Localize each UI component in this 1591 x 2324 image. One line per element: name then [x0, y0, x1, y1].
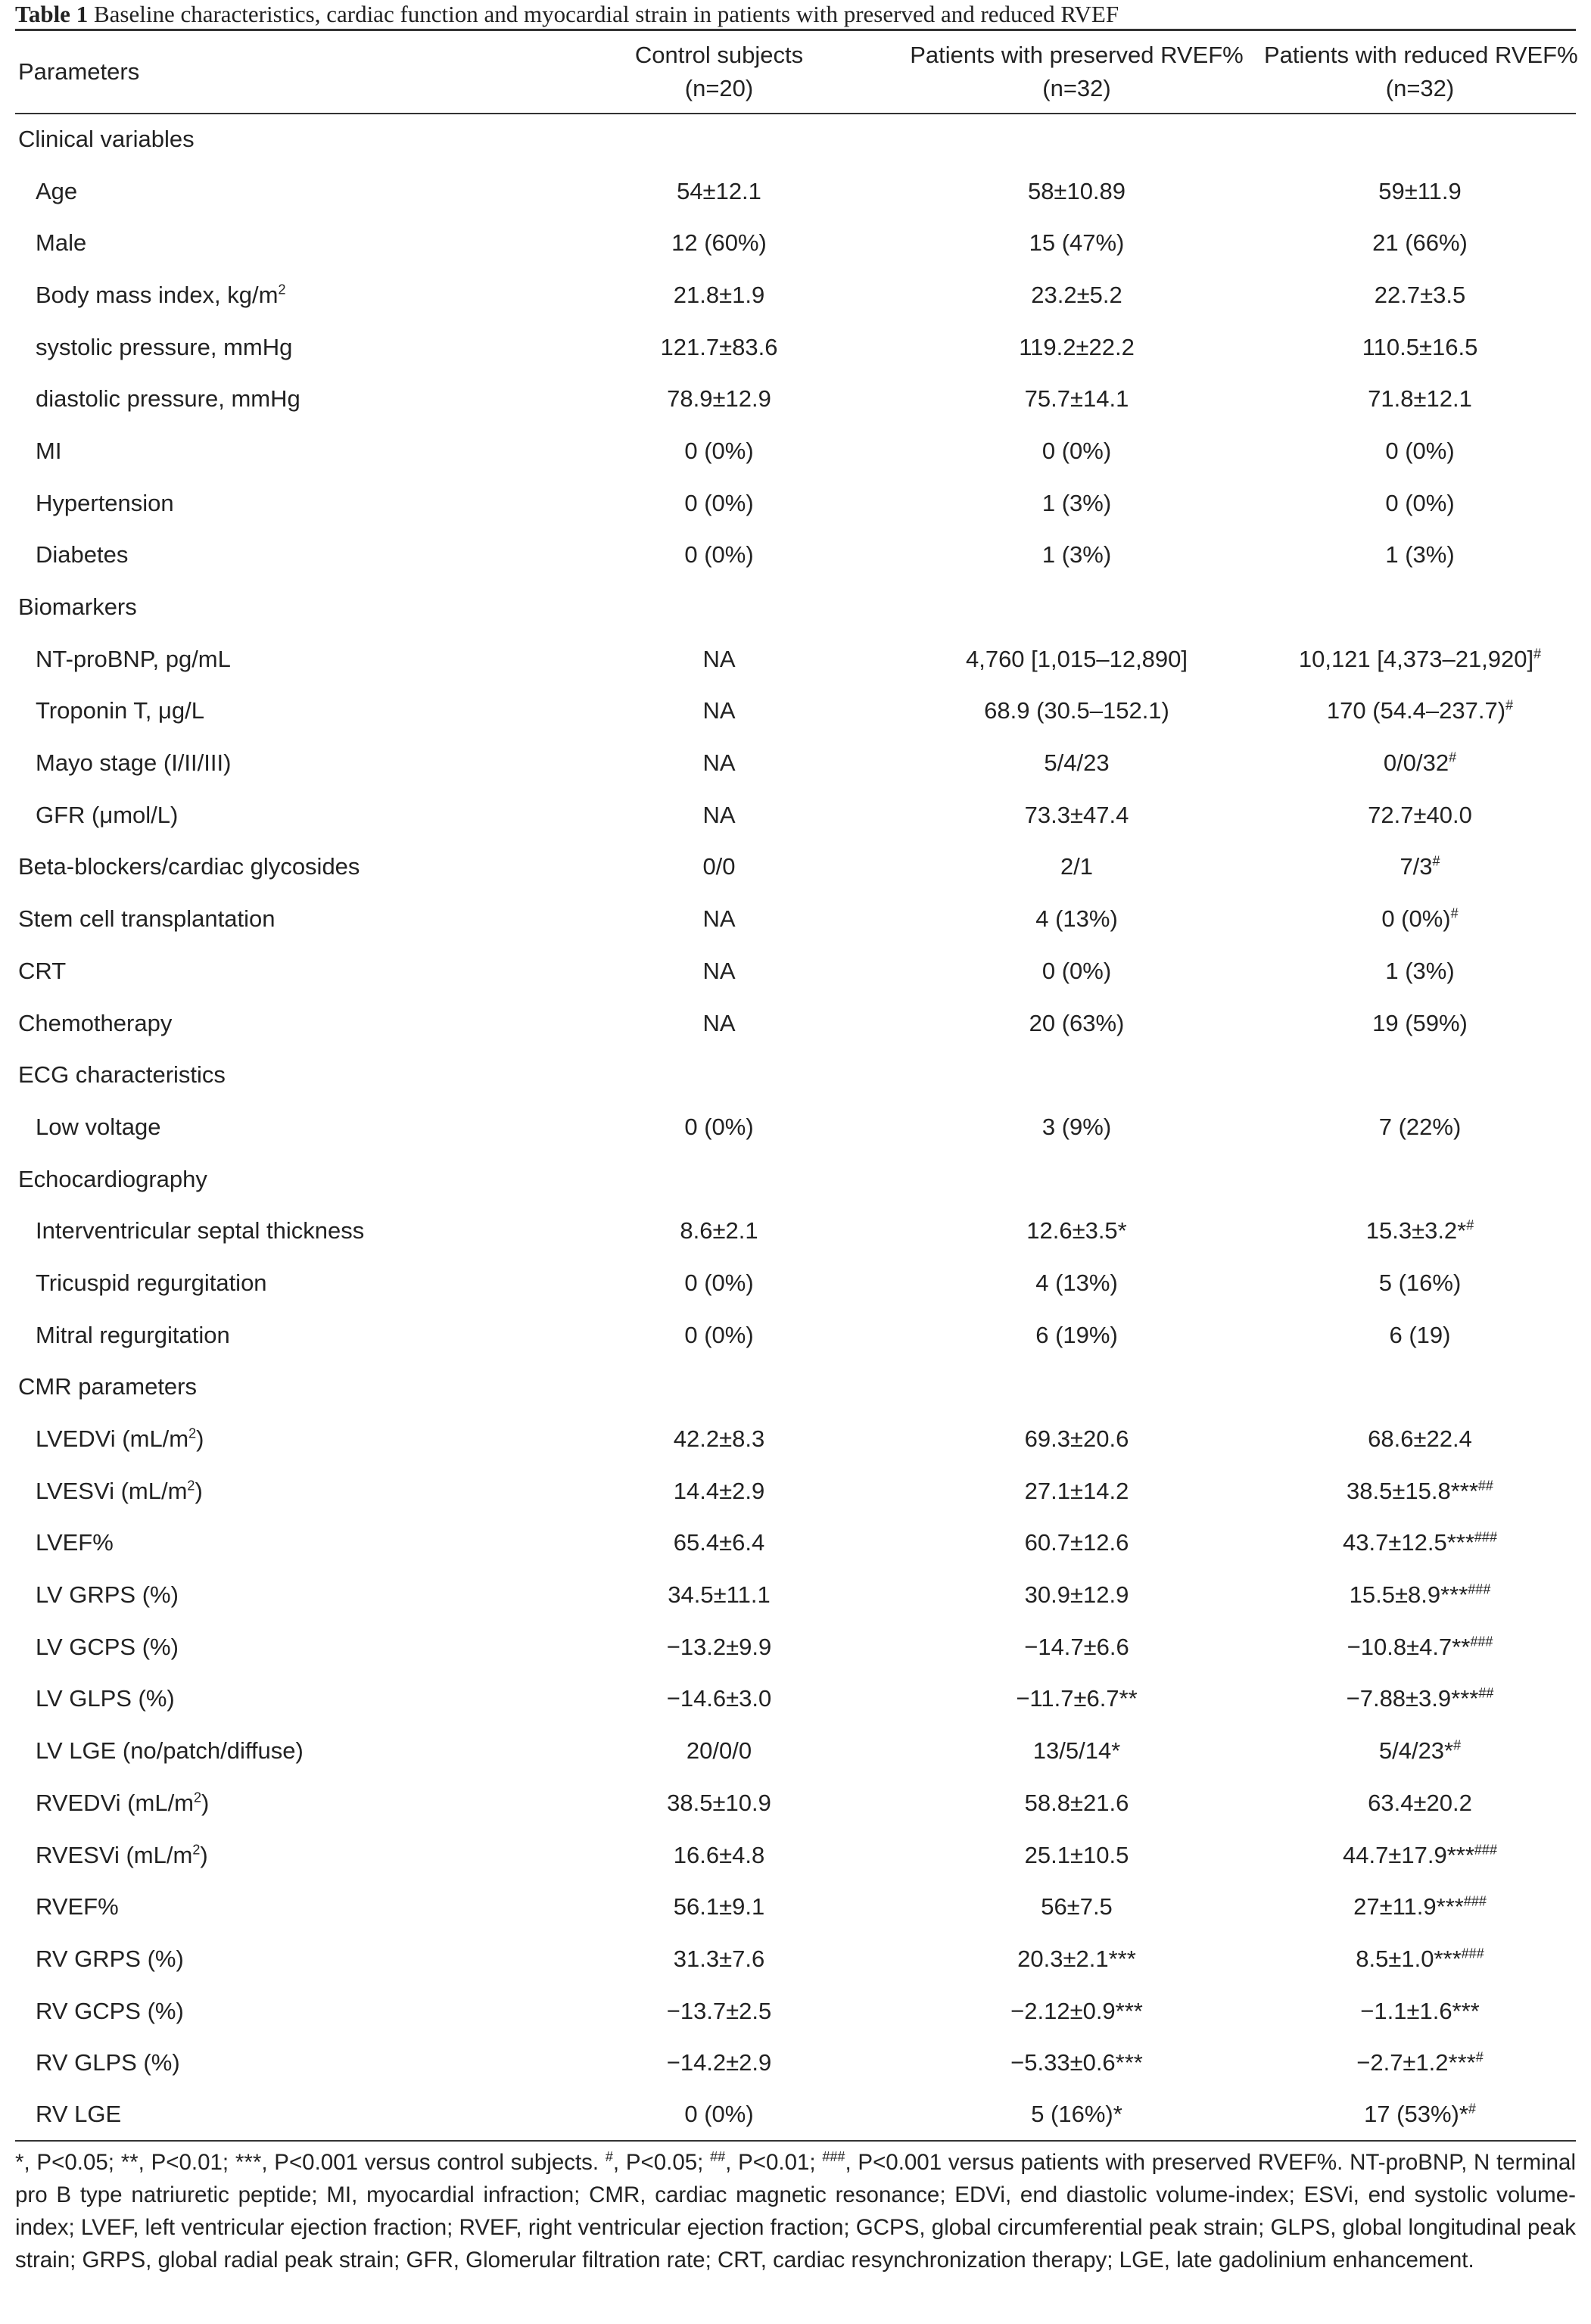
cell-parameter: systolic pressure, mmHg [36, 333, 293, 360]
cell-preserved: 4,760 [1,015–12,890] [965, 645, 1188, 672]
cell-parameter: Beta-blockers/cardiac glycosides [18, 853, 360, 880]
cell-parameter: Diabetes [36, 541, 129, 569]
cell-reduced [1264, 1049, 1576, 1101]
cell-parameter: Male [36, 229, 87, 257]
cell-reduced: 170 (54.4–237.7)# [1326, 697, 1514, 724]
cell-preserved [889, 581, 1264, 634]
table-row [15, 165, 1576, 217]
cell-control: 56.1±9.1 [673, 1893, 765, 1921]
cell-preserved: 27.1±14.2 [1024, 1477, 1129, 1504]
cell-control: 0 (0%) [684, 1113, 754, 1140]
cell-parameter: RV GRPS (%) [36, 1945, 184, 1972]
table-row [15, 1985, 1576, 2037]
cell-control: NA [702, 697, 736, 724]
table-row [15, 1933, 1576, 1986]
cell-control [549, 114, 889, 166]
cell-parameter: Echocardiography [18, 1165, 207, 1192]
cell-preserved [889, 1049, 1264, 1101]
table-row [15, 1361, 1576, 1413]
cell-preserved: 5/4/23 [1044, 749, 1110, 777]
table-row [15, 737, 1576, 790]
header-reduced-rvef: Patients with reduced RVEF% (n=32) [1264, 30, 1576, 114]
cell-reduced: 19 (59%) [1372, 1009, 1468, 1036]
cell-parameter: LVEDVi $(mL/m^2)$ [36, 1425, 204, 1453]
superscript: ## [1478, 1686, 1494, 1702]
table-row [15, 581, 1576, 634]
cell-parameter: RVEDVi $(mL/m^2)$ [36, 1789, 210, 1816]
cell-preserved: 56±7.5 [1041, 1893, 1113, 1921]
table-row [15, 2089, 1576, 2142]
table-row [15, 1153, 1576, 1205]
superscript: ### [1463, 1893, 1487, 1909]
cell-reduced: 38.5±15.8***## [1347, 1477, 1493, 1504]
table-row [15, 114, 1576, 166]
cell-preserved: −11.7±6.7** [1016, 1685, 1138, 1712]
cell-control: NA [702, 801, 736, 828]
table-row [15, 1101, 1576, 1154]
table-row [15, 893, 1576, 945]
cell-reduced: 110.5±16.5 [1362, 333, 1478, 360]
cell-parameter: Body mass index, $kg/m^2$ [36, 281, 286, 308]
superscript: ### [1474, 1530, 1497, 1546]
cell-control: 0/0 [702, 853, 736, 880]
header-preserved-rvef: Patients with preserved RVEF% (n=32) [889, 30, 1264, 114]
superscript: # [1533, 646, 1542, 662]
superscript: # [1449, 749, 1457, 765]
cell-preserved: −14.7±6.6 [1024, 1633, 1129, 1660]
cell-control: −14.2±2.9 [666, 2049, 772, 2076]
cell-reduced [1264, 1153, 1576, 1205]
cell-parameter: Interventricular septal thickness [36, 1217, 365, 1245]
table-caption [15, 0, 1576, 29]
cell-control: 65.4±6.4 [673, 1529, 765, 1556]
cell-reduced: −7.88±3.9***## [1346, 1685, 1494, 1712]
cell-control: −13.2±9.9 [666, 1633, 772, 1660]
cell-parameter: Stem cell transplantation [18, 905, 276, 933]
table-caption-text: Baseline characteristics, cardiac function and myocardial strain in patients with preserved and reduced RVEF [93, 1, 1119, 27]
cell-preserved: 23.2±5.2 [1031, 281, 1122, 308]
cell-reduced: 72.7±40.0 [1368, 801, 1472, 828]
cell-preserved: 20.3±2.1*** [1017, 1945, 1136, 1972]
cell-preserved: 69.3±20.6 [1024, 1425, 1129, 1453]
cell-parameter: RV LGE [15, 2089, 549, 2142]
cell-preserved: 68.9 (30.5–152.1) [984, 697, 1169, 724]
cell-preserved: 6 (19%) [1035, 1321, 1118, 1348]
cell-preserved: 4 (13%) [1035, 905, 1118, 933]
cell-control: 0 (0%) [684, 1321, 754, 1348]
cell-preserved: 60.7±12.6 [1024, 1529, 1129, 1556]
table-row [15, 1621, 1576, 1673]
table-row [15, 1049, 1576, 1101]
superscript: 2 [187, 1478, 195, 1494]
cell-control: 34.5±11.1 [668, 1581, 771, 1609]
cell-parameter: Chemotherapy [18, 1009, 173, 1036]
cell-reduced: 8.5±1.0***### [1356, 1945, 1484, 1972]
cell-reduced: 63.4±20.2 [1368, 1789, 1472, 1816]
superscript: 2 [192, 1842, 201, 1858]
table-row [15, 477, 1576, 529]
cell-reduced: 68.6±22.4 [1368, 1425, 1472, 1453]
cell-control: −14.6±3.0 [666, 1685, 772, 1712]
table-row [15, 685, 1576, 737]
cell-control: 20/0/0 [686, 1737, 752, 1765]
superscript: # [1450, 905, 1459, 921]
superscript: ### [1461, 1945, 1484, 1961]
cell-control: NA [702, 1009, 736, 1036]
cell-control: −13.7±2.5 [666, 1997, 772, 2024]
cell-control: 21.8±1.9 [673, 281, 765, 308]
table-row [15, 1829, 1576, 1881]
table-row [15, 217, 1576, 269]
table-label: Table 1 [15, 1, 89, 27]
cell-preserved: 15 (47%) [1029, 229, 1125, 257]
cell-control: NA [702, 957, 736, 984]
superscript: # [1453, 1737, 1462, 1753]
cell-parameter: MI [36, 437, 62, 464]
cell-preserved: −2.12±0.9*** [1010, 1997, 1143, 2024]
cell-preserved: 58.8±21.6 [1024, 1789, 1129, 1816]
cell-control: 121.7±83.6 [660, 333, 778, 360]
cell-control: 0 (0%) [684, 437, 754, 464]
superscript: # [1432, 854, 1440, 870]
cell-preserved: 2/1 [1060, 853, 1094, 880]
cell-control [549, 1361, 889, 1413]
cell-reduced: 15.5±8.9***### [1349, 1581, 1491, 1609]
cell-reduced: −10.8±4.7**### [1347, 1633, 1493, 1660]
cell-reduced: 59±11.9 [1378, 177, 1462, 204]
table-row [15, 1673, 1576, 1725]
superscript: 2 [194, 1790, 202, 1805]
cell-preserved: 1 (3%) [1041, 541, 1112, 569]
cell-control: 16.6±4.8 [673, 1841, 765, 1868]
cell-parameter: GFR (μmol/L) [36, 801, 179, 828]
superscript: # [1468, 2101, 1476, 2117]
cell-parameter: RV GCPS (%) [36, 1997, 184, 2024]
table-row [15, 1413, 1576, 1466]
cell-reduced: 7 (22%) [1378, 1113, 1462, 1140]
cell-reduced: 0/0/32# [1383, 749, 1457, 777]
cell-reduced: 17 (53%)*# [1264, 2089, 1576, 2142]
cell-parameter: LVESVi $(mL/m^2)$ [36, 1477, 203, 1504]
cell-control: 8.6±2.1 [680, 1217, 758, 1245]
cell-control: NA [702, 645, 736, 672]
cell-reduced: −2.7±1.2***# [1356, 2049, 1484, 2076]
table-row [15, 1257, 1576, 1310]
cell-reduced: 1 (3%) [1385, 541, 1455, 569]
cell-preserved: 4 (13%) [1035, 1269, 1118, 1296]
cell-reduced: 5 (16%) [1378, 1269, 1462, 1296]
superscript: ### [1474, 1842, 1497, 1858]
cell-parameter: LV LGE (no/patch/diffuse) [36, 1737, 304, 1765]
cell-parameter: Low voltage [36, 1113, 161, 1140]
cell-preserved [889, 1361, 1264, 1413]
cell-parameter: Mitral regurgitation [36, 1321, 230, 1348]
cell-parameter: LV GLPS (%) [36, 1685, 175, 1712]
superscript: ### [1468, 1581, 1491, 1597]
cell-parameter: Clinical variables [18, 126, 195, 153]
table-row [15, 1309, 1576, 1361]
cell-control: 0 (0%) [684, 1269, 754, 1296]
cell-preserved: 58±10.89 [1027, 177, 1126, 204]
cell-reduced: 43.7±12.5***### [1343, 1529, 1497, 1556]
cell-control [549, 581, 889, 634]
cell-control: NA [702, 905, 736, 933]
cell-control: 42.2±8.3 [673, 1425, 765, 1453]
cell-reduced: 0 (0%)# [1381, 905, 1459, 933]
table-row [15, 2037, 1576, 2089]
cell-control: 0 (0%) [684, 541, 754, 569]
table-row [15, 529, 1576, 581]
cell-parameter: CRT [18, 957, 67, 984]
cell-reduced: 7/3# [1400, 853, 1440, 880]
cell-parameter: NT-proBNP, pg/mL [36, 645, 231, 672]
cell-control: 78.9±12.9 [667, 385, 771, 413]
cell-preserved: 5 (16%)* [889, 2089, 1264, 2142]
superscript: # [1466, 1217, 1474, 1233]
cell-reduced: 44.7±17.9***### [1343, 1841, 1497, 1868]
cell-control: 12 (60%) [671, 229, 767, 257]
cell-reduced: 0 (0%) [1385, 489, 1455, 516]
cell-reduced [1264, 1361, 1576, 1413]
cell-reduced: 15.3±3.2*# [1365, 1217, 1474, 1245]
table-row [15, 789, 1576, 841]
header-control-subjects: Control subjects (n=20) [549, 30, 889, 114]
table-row [15, 1569, 1576, 1622]
cell-reduced: −1.1±1.6*** [1360, 1997, 1480, 2024]
cell-preserved [889, 1153, 1264, 1205]
cell-parameter: Hypertension [36, 489, 174, 516]
table-row [15, 269, 1576, 322]
cell-reduced: 6 (19) [1389, 1321, 1451, 1348]
superscript: # [1505, 698, 1514, 714]
cell-reduced [1264, 581, 1576, 634]
table-row [15, 1725, 1576, 1777]
superscript: ## [1477, 1478, 1493, 1494]
cell-preserved: 3 (9%) [1041, 1113, 1112, 1140]
cell-parameter: Tricuspid regurgitation [36, 1269, 267, 1296]
cell-parameter: Biomarkers [18, 593, 137, 621]
cell-parameter: LV GCPS (%) [36, 1633, 179, 1660]
cell-preserved: −5.33±0.6*** [1010, 2049, 1143, 2076]
superscript: # [1475, 2049, 1484, 2065]
header-parameters: Parameters [15, 30, 549, 114]
cell-control [549, 1153, 889, 1205]
cell-control [549, 1049, 889, 1101]
cell-preserved: 30.9±12.9 [1024, 1581, 1129, 1609]
cell-preserved: 1 (3%) [1041, 489, 1112, 516]
cell-reduced: 0 (0%) [1385, 437, 1455, 464]
cell-control: 0 (0%) [684, 489, 754, 516]
table-row [15, 945, 1576, 998]
header-row [15, 30, 1576, 114]
cell-parameter: RV GLPS (%) [36, 2049, 180, 2076]
table-row [15, 1517, 1576, 1569]
table-row [15, 841, 1576, 893]
table-row [15, 373, 1576, 425]
cell-parameter: diastolic pressure, mmHg [36, 385, 300, 413]
cell-control: 38.5±10.9 [667, 1789, 771, 1816]
table-row [15, 997, 1576, 1049]
cell-preserved: 119.2±22.2 [1019, 333, 1135, 360]
cell-preserved: 20 (63%) [1029, 1009, 1125, 1036]
cell-parameter: RVESVi $(mL/m^2)$ [36, 1841, 208, 1868]
cell-parameter: LVEF% [36, 1529, 114, 1556]
cell-control: NA [702, 749, 736, 777]
cell-reduced [1264, 114, 1576, 166]
cell-parameter: ECG characteristics [18, 1061, 226, 1089]
cell-control: 54±12.1 [677, 177, 761, 204]
cell-preserved: 0 (0%) [1041, 957, 1112, 984]
cell-preserved: 13/5/14* [1032, 1737, 1121, 1765]
cell-reduced: 5/4/23*# [1378, 1737, 1462, 1765]
cell-reduced: 22.7±3.5 [1374, 281, 1466, 308]
cell-control: 14.4±2.9 [673, 1477, 765, 1504]
cell-parameter: CMR parameters [18, 1373, 197, 1400]
table-body [15, 114, 1576, 2142]
cell-parameter: Mayo stage (I/II/III) [36, 749, 232, 777]
cell-preserved: 0 (0%) [1041, 437, 1112, 464]
superscript: 2 [188, 1425, 197, 1441]
table-row [15, 321, 1576, 373]
table-row [15, 1465, 1576, 1517]
cell-control: 0 (0%) [549, 2089, 889, 2142]
table-row [15, 425, 1576, 478]
table-row [15, 633, 1576, 685]
cell-reduced: 21 (66%) [1372, 229, 1468, 257]
superscript: 2 [278, 282, 286, 298]
table-row [15, 1777, 1576, 1830]
cell-parameter: Age [36, 177, 78, 204]
cell-reduced: 27±11.9***### [1353, 1893, 1487, 1921]
cell-preserved [889, 114, 1264, 166]
cell-reduced: 10,121 [4,373–21,920]# [1298, 645, 1542, 672]
cell-preserved: 12.6±3.5* [1026, 1217, 1127, 1245]
superscript: ### [1470, 1634, 1493, 1650]
cell-preserved: 75.7±14.1 [1024, 385, 1129, 413]
table-footnote: *, P<0.05; **, P<0.01; ***, P<0.001 versus control subjects. #, P<0.05; ##, P<0.01; ###, P<0.001 versus patients with preserved RVEF%. NT-proBNP, N terminal pro B type natriuretic peptide; MI, myocardial infraction; CMR, cardiac magnetic resonance; EDVi, end diastolic volume-index; ESVi, end systolic volume-index; LVEF, left ventricular ejection fraction; RVEF, right ventricular ejection fraction; GCPS, global circumferential peak strain; GLPS, global longitudinal peak strain; GRPS, global radial peak strain; GFR, Glomerular filtration rate; CRT, cardiac resynchronization therapy; LGE, late gadolinium enhancement. [15, 2149, 1577, 2273]
cell-preserved: 73.3±47.4 [1024, 801, 1129, 828]
table-row [15, 1881, 1576, 1933]
table-row [15, 1205, 1576, 1257]
baseline-table [15, 29, 1576, 2142]
cell-control: 31.3±7.6 [673, 1945, 765, 1972]
cell-parameter: Troponin T, μg/L [36, 697, 204, 724]
cell-parameter: RVEF% [36, 1893, 119, 1921]
cell-parameter: LV GRPS (%) [36, 1581, 179, 1609]
cell-preserved: 25.1±10.5 [1024, 1841, 1129, 1868]
cell-reduced: 1 (3%) [1385, 957, 1455, 984]
cell-reduced: 71.8±12.1 [1368, 385, 1472, 413]
